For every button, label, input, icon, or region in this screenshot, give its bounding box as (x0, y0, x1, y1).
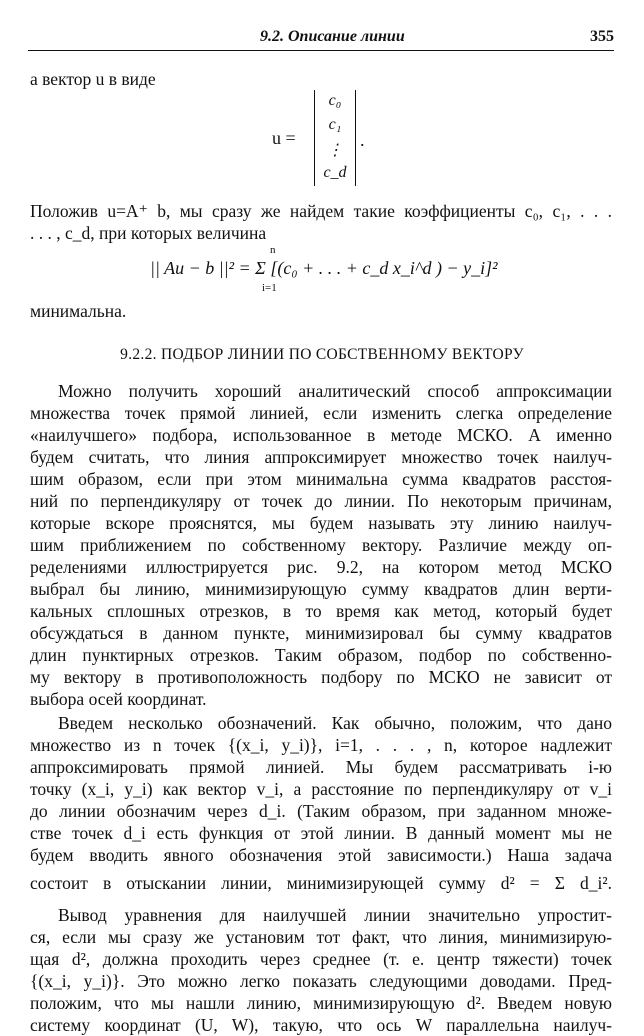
text-line: длин пунктирных отрезков. Таким образом, подбор по собственно- (30, 645, 612, 665)
text-line: ся, если мы сразу же установим тот факт, что линия, минимизирую- (30, 927, 612, 947)
text-line: кальных сплошных отрезков, в то время как метод, который будет (30, 601, 612, 621)
text-line: минимальна. (30, 301, 127, 321)
vector-entry: c_d (323, 164, 347, 181)
intro-line: а вектор u в виде (30, 69, 156, 89)
vector-entry: ⋮ (327, 142, 343, 159)
text-line: будем вводить явного обозначения этой зависимости.) Наша задача (30, 845, 612, 865)
text-line: Положив u=A⁺ b, мы сразу же найдем такие коэффициенты c₀, c₁, . . . (30, 201, 612, 221)
column-vector (314, 90, 356, 186)
sum-upper-limit: n (270, 244, 276, 256)
norm-formula: || Au − b ||² = Σ [(c₀ + . . . + c_d x_i^d ) − y_i]² (150, 258, 498, 278)
sum-lower-limit: i=1 (262, 282, 277, 294)
text-line: до линии обозначим через d_i. (Таким образом, при заданном множе- (30, 801, 612, 821)
text-line: {(x_i, y_i)}. Это можно легко показать следующими доводами. Пред- (30, 971, 612, 991)
text-line: щая d², должна проходить через среднее (т. е. центр тяжести) точек (30, 949, 612, 969)
text-line: шим образом, если при этом минимальна сумма квадратов расстоя- (30, 469, 612, 489)
text-line: выбора осей координат. (30, 689, 207, 709)
text-line: множества точек прямой линией, если изменить слегка определение (30, 403, 612, 423)
vector-entry: c₁ (328, 116, 342, 133)
running-title: 9.2. Описание линии (260, 28, 405, 45)
page-number: 355 (590, 28, 614, 45)
text-line: выбрал бы линию, минимизирующую сумму квадратов длин верти- (30, 579, 612, 599)
text-line: которые вскоре прояснятся, мы будем называть эту линию наилуч- (30, 513, 612, 533)
text-line: «наилучшего» подбора, использованное в методе МСКО. А именно (30, 425, 612, 445)
vector-entry: c₀ (328, 92, 342, 109)
text-line: ний по перпендикуляру от точек до линии. По некоторым причинам, (30, 491, 612, 511)
text-line: обсуждаться в данном пункте, минимизировал бы сумму квадратов (30, 623, 612, 643)
text-line: состоит в отыскании линии, минимизирующей сумму d² = Σ d_i². (30, 873, 612, 893)
text-line: аппроксимировать прямой линией. Мы будем рассматривать i-ю (30, 757, 612, 777)
text-line: Введем несколько обозначений. Как обычно, положим, что дано (58, 713, 612, 733)
text-line: множество из n точек {(x_i, y_i)}, i=1, . . . , n, которое надлежит (30, 735, 612, 755)
running-header (28, 28, 614, 51)
text-line: му вектору в противоположность подбору по МСКО не зависит от (30, 667, 612, 687)
text-line: стве точек d_i есть функция от этой линии. В данный момент мы не (30, 823, 612, 843)
text-line: шим приближением по собственному вектору. Различие между оп- (30, 535, 612, 555)
text-line: точку (x_i, y_i) как вектор v_i, а расстояние по перпендикуляру от v_i (30, 779, 612, 799)
text-line: Можно получить хороший аналитический способ аппроксимации (58, 381, 612, 401)
text-line: Вывод уравнения для наилучшей линии значительно упростит- (58, 905, 612, 925)
text-line: ределениями иллюстрируется рис. 9.2, на котором метод МСКО (30, 557, 612, 577)
text-line: положим, что мы нашли линию, минимизирующую d². Введем новую (30, 993, 612, 1013)
vector-period: . (360, 130, 365, 150)
text-line: систему координат (U, W), такую, что ось W параллельна наилуч- (30, 1015, 612, 1035)
text-line: . . . , c_d, при которых величина (30, 223, 267, 243)
vector-label: u = (272, 128, 296, 148)
section-heading: 9.2.2. ПОДБОР ЛИНИИ ПО СОБСТВЕННОМУ ВЕКТОРУ (120, 346, 524, 363)
text-line: будем считать, что линия аппроксимирует множество точек наилуч- (30, 447, 612, 467)
